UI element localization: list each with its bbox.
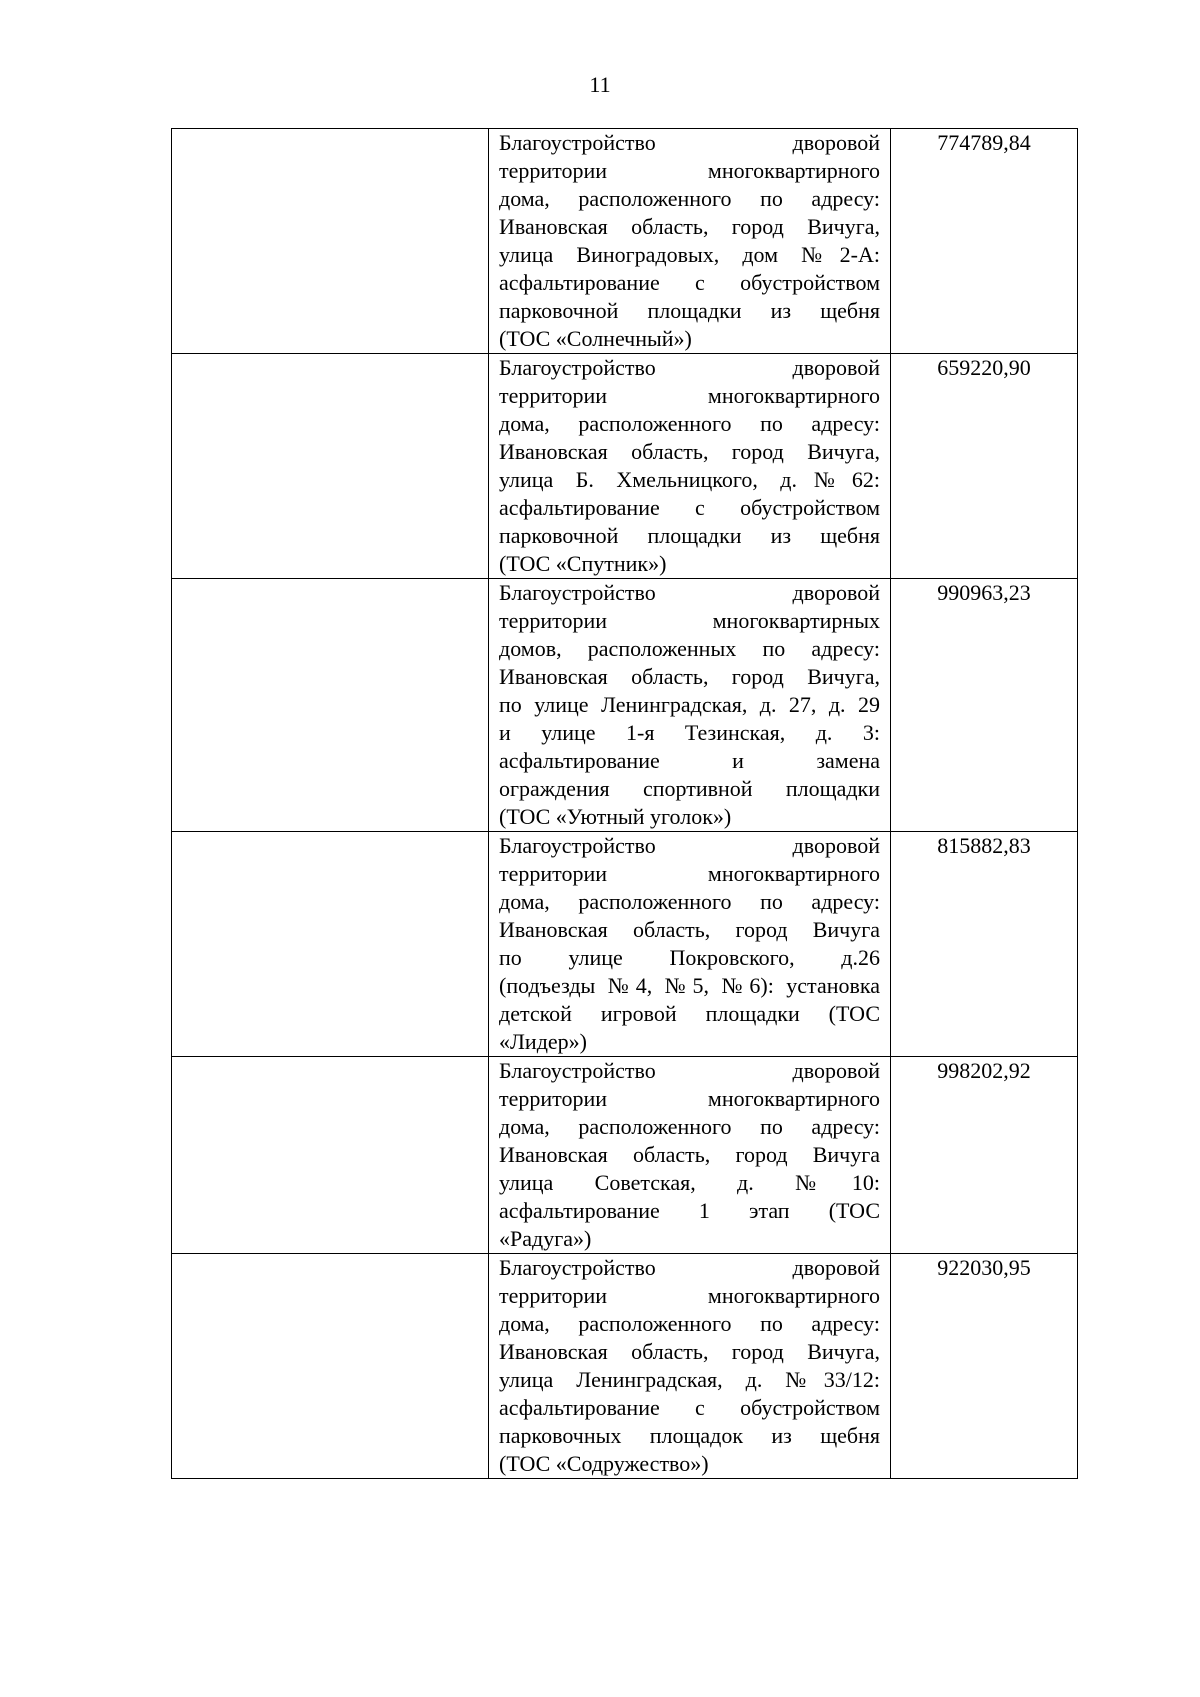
amount-value: 922030,95 — [937, 1255, 1031, 1280]
description-line: парковочной площадки из щебня — [499, 298, 880, 323]
amount-cell — [891, 354, 1078, 579]
table-row — [172, 579, 1078, 832]
budget-table — [171, 128, 1078, 1479]
description-line: улица Советская, д. №10: — [499, 1170, 880, 1195]
table-row — [172, 1057, 1078, 1254]
description-line: домов, расположенных по адресу: — [499, 636, 880, 661]
description-line: асфальтирование с обустройством — [499, 270, 880, 295]
description-line: парковочных площадок из щебня — [499, 1423, 880, 1448]
description-line: территории многоквартирного — [499, 1086, 880, 1111]
description-line: асфальтирование и замена — [499, 748, 880, 773]
table-body — [172, 129, 1078, 1479]
amount-value: 659220,90 — [937, 355, 1031, 380]
description-line: асфальтирование 1 этап (ТОС — [499, 1198, 880, 1223]
description-line: (ТОС «Уютный уголок») — [499, 804, 732, 829]
description-line: (ТОС «Содружество») — [499, 1451, 709, 1476]
description-line: Ивановская область, город Вичуга — [499, 1142, 880, 1167]
description-cell — [489, 129, 891, 354]
amount-cell — [891, 579, 1078, 832]
description-line: асфальтирование с обустройством — [499, 1395, 880, 1420]
amount-value: 990963,23 — [937, 580, 1031, 605]
empty-cell — [172, 579, 489, 832]
amount-value: 774789,84 — [937, 130, 1031, 155]
description-line: Благоустройство дворовой — [499, 1255, 880, 1280]
description-line: «Лидер») — [499, 1029, 587, 1054]
description-text — [489, 579, 890, 831]
empty-cell — [172, 832, 489, 1057]
description-line: Ивановская область, город Вичуга, — [499, 439, 880, 464]
amount-cell — [891, 1057, 1078, 1254]
description-text — [489, 832, 890, 1056]
description-line: улица Ленинградская, д. №33/12: — [499, 1367, 880, 1392]
description-line: ограждения спортивной площадки — [499, 776, 880, 801]
description-line: улица Виноградовых, дом №2-А: — [499, 242, 880, 267]
table-row — [172, 1254, 1078, 1479]
description-line: Благоустройство дворовой — [499, 355, 880, 380]
description-text — [489, 1057, 890, 1253]
description-line: асфальтирование с обустройством — [499, 495, 880, 520]
table-row — [172, 354, 1078, 579]
description-line: (ТОС «Солнечный») — [499, 326, 692, 351]
description-line: и улице 1-я Тезинская, д. 3: — [499, 720, 880, 745]
description-line: (подъезды №4, №5, №6): установка — [499, 973, 880, 998]
description-line: Благоустройство дворовой — [499, 1058, 880, 1083]
description-line: Благоустройство дворовой — [499, 130, 880, 155]
description-text — [489, 129, 890, 353]
description-line: Ивановская область, город Вичуга — [499, 917, 880, 942]
description-line: дома, расположенного по адресу: — [499, 186, 880, 211]
amount-cell — [891, 832, 1078, 1057]
description-line: дома, расположенного по адресу: — [499, 1311, 880, 1336]
description-line: дома, расположенного по адресу: — [499, 411, 880, 436]
description-cell — [489, 1254, 891, 1479]
description-line: улица Б. Хмельницкого, д.№62: — [499, 467, 880, 492]
description-line: Ивановская область, город Вичуга, — [499, 1339, 880, 1364]
description-line: «Радуга») — [499, 1226, 592, 1251]
description-line: дома, расположенного по адресу: — [499, 1114, 880, 1139]
description-line: территории многоквартирного — [499, 1283, 880, 1308]
page-number: 11 — [589, 72, 611, 97]
description-line: Ивановская область, город Вичуга, — [499, 664, 880, 689]
description-cell — [489, 832, 891, 1057]
description-line: Благоустройство дворовой — [499, 833, 880, 858]
description-line: территории многоквартирного — [499, 383, 880, 408]
amount-value: 815882,83 — [937, 833, 1031, 858]
empty-cell — [172, 1254, 489, 1479]
description-text — [489, 354, 890, 578]
empty-cell — [172, 1057, 489, 1254]
description-line: детской игровой площадки (ТОС — [499, 1001, 880, 1026]
empty-cell — [172, 354, 489, 579]
description-line: Ивановская область, город Вичуга, — [499, 214, 880, 239]
description-cell — [489, 354, 891, 579]
amount-cell — [891, 129, 1078, 354]
table-row — [172, 832, 1078, 1057]
description-line: территории многоквартирных — [499, 608, 880, 633]
description-cell — [489, 1057, 891, 1254]
description-line: Благоустройство дворовой — [499, 580, 880, 605]
amount-cell — [891, 1254, 1078, 1479]
empty-cell — [172, 129, 489, 354]
description-cell — [489, 579, 891, 832]
amount-value: 998202,92 — [937, 1058, 1031, 1083]
description-line: территории многоквартирного — [499, 861, 880, 886]
description-line: территории многоквартирного — [499, 158, 880, 183]
description-line: парковочной площадки из щебня — [499, 523, 880, 548]
description-line: (ТОС «Спутник») — [499, 551, 667, 576]
table-row — [172, 129, 1078, 354]
description-line: дома, расположенного по адресу: — [499, 889, 880, 914]
description-text — [489, 1254, 890, 1478]
description-line: по улице Ленинградская, д. 27, д. 29 — [499, 692, 880, 717]
description-line: по улице Покровского, д.26 — [499, 945, 880, 970]
